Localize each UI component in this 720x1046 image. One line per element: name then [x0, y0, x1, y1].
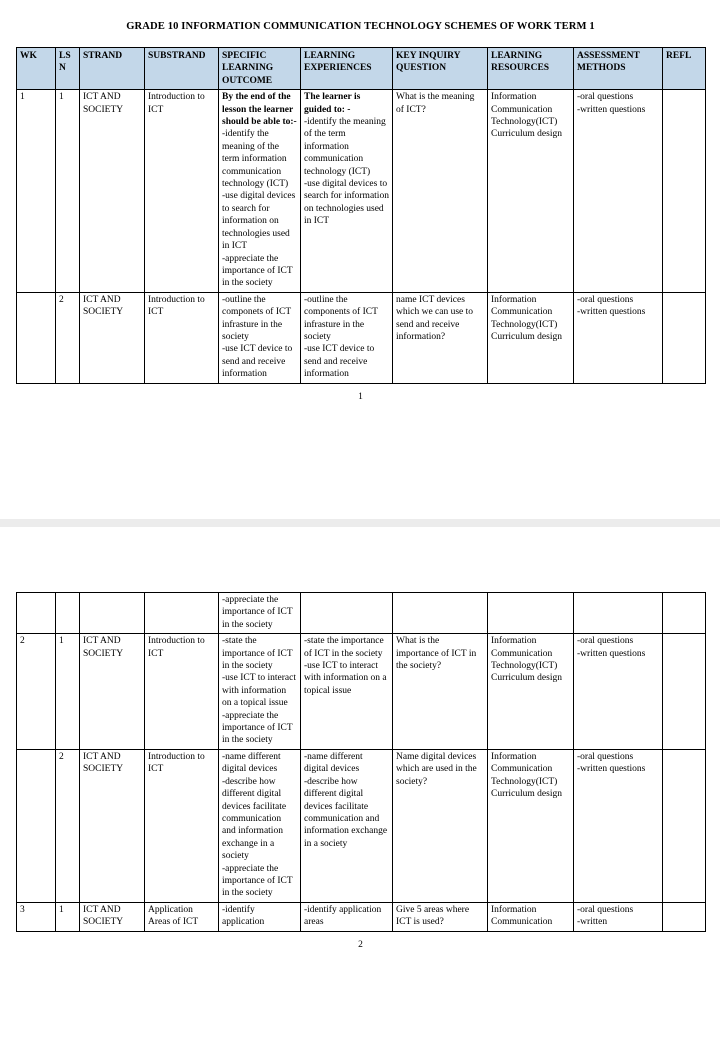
table-row [17, 292, 706, 383]
cell-learning-experiences [301, 634, 393, 750]
table-row [17, 902, 706, 931]
cell-key-inquiry-question: Name digital devices which are used in the society? [393, 749, 488, 902]
column-header-strand: STRAND [80, 48, 145, 90]
cell-paragraph: -written [577, 917, 608, 928]
column-header-wk: WK [17, 48, 56, 90]
cell-paragraph: -oral questions [577, 751, 634, 762]
cell-key-inquiry-question [393, 593, 488, 634]
cell-paragraph: -written questions [577, 764, 646, 775]
cell-key-inquiry-question: name ICT devices which we can use to send and receive information? [393, 292, 488, 383]
cell-substrand: Introduction to ICT [145, 292, 219, 383]
cell-paragraph: -appreciate the importance of ICT in the society [222, 595, 293, 630]
cell-substrand: Introduction to ICT [145, 634, 219, 750]
column-header-learning-resources: LEARNING RESOURCES [488, 48, 574, 90]
cell-paragraph: -written questions [577, 648, 646, 659]
table-row [17, 634, 706, 750]
cell-strand: ICT AND SOCIETY [80, 90, 145, 293]
cell-paragraph: -describe how different digital devices facilitate communication and information exchange in a society [222, 776, 287, 862]
cell-specific-learning-outcome [219, 902, 301, 931]
page-1 [0, 0, 720, 519]
cell-paragraph: -appreciate the importance of ICT in the society [222, 253, 293, 289]
cell-paragraph: -written questions [577, 104, 646, 115]
cell-paragraph: -use ICT to interact with information on a topical issue [304, 661, 387, 696]
cell-specific-learning-outcome [219, 749, 301, 902]
cell-strand: ICT AND SOCIETY [80, 634, 145, 750]
cell-key-inquiry-question: Give 5 areas where ICT is used? [393, 902, 488, 931]
cell-learning-experiences [301, 902, 393, 931]
cell-refl [663, 902, 706, 931]
cell-paragraph: -written questions [577, 307, 646, 318]
schemes-table-page-2 [16, 592, 706, 932]
cell-wk: 1 [17, 90, 56, 293]
cell-paragraph: -identify the meaning of the term information communication technology (ICT) [304, 117, 386, 177]
cell-learning-resources: Information Communication [488, 902, 574, 931]
cell-paragraph: -oral questions [577, 904, 634, 915]
cell-substrand [145, 593, 219, 634]
cell-learning-resources: Information Communication Technology(ICT) Curriculum design [488, 749, 574, 902]
table-row [17, 593, 706, 634]
cell-paragraph: -outline the components of ICT infrasture in the society [304, 294, 378, 342]
cell-paragraph: -name different digital devices [304, 751, 363, 775]
cell-key-inquiry-question: What is the meaning of ICT? [393, 90, 488, 293]
cell-refl [663, 593, 706, 634]
cell-specific-learning-outcome [219, 634, 301, 750]
cell-refl [663, 634, 706, 750]
cell-paragraph: -describe how different digital devices facilitate communication and information exchange in a society [304, 776, 388, 849]
cell-lsn: 2 [56, 292, 80, 383]
cell-lsn: 1 [56, 90, 80, 293]
page-gap [0, 519, 720, 527]
cell-paragraph: -use ICT device to send and receive information [222, 344, 293, 380]
cell-lsn: 1 [56, 634, 80, 750]
cell-learning-resources: Information Communication Technology(ICT) Curriculum design [488, 292, 574, 383]
cell-paragraph: -oral questions [577, 92, 634, 103]
cell-substrand: Application Areas of ICT [145, 902, 219, 931]
cell-paragraph: -use ICT device to send and receive information [304, 344, 375, 380]
cell-wk [17, 593, 56, 634]
column-header-lsn: LSN [56, 48, 80, 90]
cell-strand [80, 593, 145, 634]
column-header-assessment-methods: ASSESSMENT METHODS [574, 48, 663, 90]
cell-paragraph: -identify the meaning of the term information communication technology (ICT) [222, 129, 289, 190]
cell-paragraph: -state the importance of ICT in the society [222, 636, 293, 672]
cell-specific-learning-outcome [219, 593, 301, 634]
cell-learning-experiences [301, 90, 393, 293]
cell-paragraph-bold: The learner is guided to: - [304, 92, 361, 115]
cell-paragraph: -appreciate the importance of ICT in the society [222, 710, 293, 746]
column-header-refl: REFL [663, 48, 706, 90]
cell-strand: ICT AND SOCIETY [80, 292, 145, 383]
cell-specific-learning-outcome [219, 292, 301, 383]
cell-paragraph: -identify application areas [304, 904, 382, 928]
cell-wk [17, 292, 56, 383]
cell-learning-experiences [301, 292, 393, 383]
page-number-2: 2 [358, 939, 363, 950]
cell-lsn: 1 [56, 902, 80, 931]
cell-learning-experiences [301, 593, 393, 634]
cell-wk: 2 [17, 634, 56, 750]
cell-paragraph: -appreciate the importance of ICT in the society [222, 863, 293, 899]
cell-substrand: Introduction to ICT [145, 90, 219, 293]
cell-paragraph: -use digital devices to search for information on technologies used in ICT [222, 191, 296, 252]
cell-strand: ICT AND SOCIETY [80, 902, 145, 931]
cell-paragraph: -identify application [222, 904, 265, 928]
cell-paragraph: -use digital devices to search for information on technologies used in ICT [304, 179, 389, 227]
cell-assessment-methods [574, 292, 663, 383]
cell-paragraph: -state the importance of ICT in the society [304, 636, 384, 659]
cell-lsn [56, 593, 80, 634]
cell-assessment-methods [574, 593, 663, 634]
cell-paragraph: -name different digital devices [222, 751, 281, 775]
cell-paragraph-bold: By the end of the lesson the learner should be able to:- [222, 92, 297, 128]
cell-assessment-methods [574, 749, 663, 902]
cell-wk [17, 749, 56, 902]
schemes-table-page-1 [16, 47, 706, 384]
cell-wk: 3 [17, 902, 56, 931]
table-header [17, 48, 706, 90]
cell-substrand: Introduction to ICT [145, 749, 219, 902]
table-header-row [17, 48, 706, 90]
cell-key-inquiry-question: What is the importance of ICT in the society? [393, 634, 488, 750]
table-body-page-1 [17, 90, 706, 383]
table-body-page-2 [17, 593, 706, 932]
cell-refl [663, 749, 706, 902]
cell-strand: ICT AND SOCIETY [80, 749, 145, 902]
cell-learning-resources [488, 593, 574, 634]
cell-learning-experiences [301, 749, 393, 902]
column-header-learning-experiences: LEARNING EXPERIENCES [301, 48, 393, 90]
cell-refl [663, 292, 706, 383]
cell-specific-learning-outcome [219, 90, 301, 293]
page-2 [0, 527, 720, 1046]
column-header-specific-learning-outcome: SPECIFIC LEARNING OUTCOME [219, 48, 301, 90]
cell-paragraph: -use ICT to interact with information on a topical issue [222, 673, 296, 709]
cell-paragraph: -outline the componets of ICT infrasture in the society [222, 294, 291, 342]
cell-paragraph: -oral questions [577, 636, 634, 647]
cell-paragraph: -oral questions [577, 294, 634, 305]
cell-assessment-methods [574, 90, 663, 293]
column-header-substrand: SUBSTRAND [145, 48, 219, 90]
cell-refl [663, 90, 706, 293]
document-title: GRADE 10 INFORMATION COMMUNICATION TECHNOLOGY SCHEMES OF WORK TERM 1 [126, 21, 595, 32]
cell-assessment-methods [574, 902, 663, 931]
column-header-key-inquiry-question: KEY INQUIRY QUESTION [393, 48, 488, 90]
cell-learning-resources: Information Communication Technology(ICT) Curriculum design [488, 90, 574, 293]
table-row [17, 749, 706, 902]
cell-assessment-methods [574, 634, 663, 750]
cell-learning-resources: Information Communication Technology(ICT) Curriculum design [488, 634, 574, 750]
table-row [17, 90, 706, 293]
cell-lsn: 2 [56, 749, 80, 902]
page-number-1: 1 [358, 391, 363, 402]
